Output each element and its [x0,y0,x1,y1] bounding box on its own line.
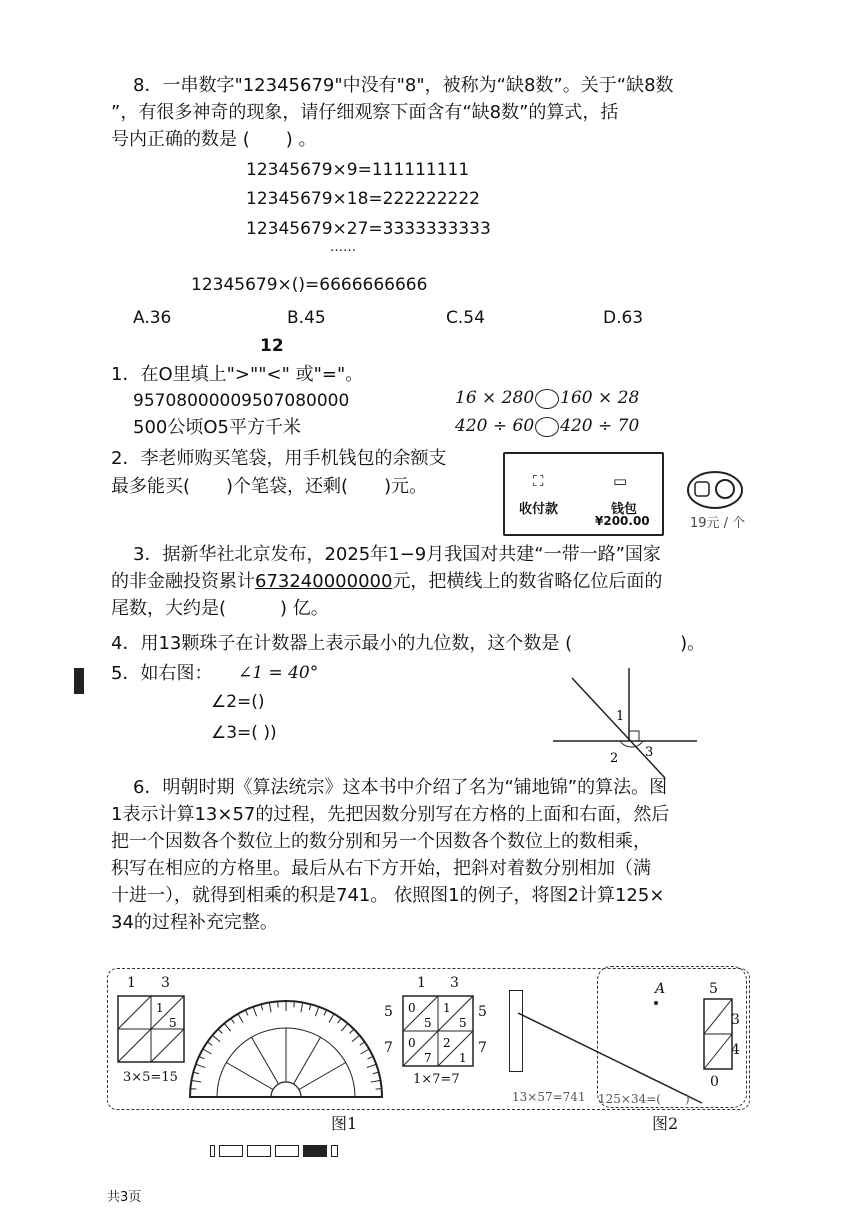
q8-option-d[interactable]: D.63 [603,308,644,328]
pay-label: 收付款 [519,502,559,517]
q6-line4: 积写在相应的方格里。最后从右下方开始，把斜对着数分别相加（满 [111,858,651,879]
q6-line1: 6．明朝时期《算法统宗》这本书中介绍了名为“铺地锦”的算法。图 [133,777,668,798]
phone-wallet-screen [503,452,664,536]
page-indicator[interactable] [210,1142,342,1161]
q3-line2-a: 的非金融投资累计 [111,571,255,592]
fig2-caption-right: 125×34=( ) [598,1092,690,1106]
q3-line1: 3．据新华社北京发布，2025年1−9月我国对共建“一带一路”国家 [133,544,661,565]
pager-square-active[interactable] [303,1145,327,1157]
q2-line2: 最多能买( )个笔袋，还剩( )元。 [111,476,428,497]
fig2-bottom-0: 0 [710,1074,719,1090]
fig1-g-cell: 0 [408,1001,416,1015]
wallet-balance: ¥200.00 [595,514,650,528]
q3-line2-c: 元，把横线上的数省略亿位后面的 [392,571,663,592]
fig1-grid-top-1: 1 [417,975,426,991]
q1-a-right-left: 16 × 280 [455,388,535,408]
q8-line3: 号内正确的数是 ( ) 。 [111,129,317,150]
q5-angle3: ∠3=( )) [211,723,277,743]
q8-eq4: 12345679×()=6666666666 [191,275,428,295]
q3-line2 [111,569,662,595]
q5-angle2: ∠2=() [211,692,265,712]
q1-a-right-right: 160 × 28 [560,388,640,408]
fig1-g-cell: 5 [459,1016,467,1030]
fig1-top-digit-1: 1 [127,975,136,991]
q8-line1: 8．一串数字"12345679"中没有"8"，被称为“缺8数”。关于“缺8数 [133,75,674,96]
q1-a-right [455,388,639,409]
q1-b-right [455,416,639,437]
fig2-caption-left: 13×57=741 [512,1090,586,1104]
pager-square[interactable] [247,1145,271,1157]
q1-stem: 1．在O里填上">""<" 或"="。 [111,364,364,385]
fig1-left-5: 5 [384,1004,393,1020]
scan-icon: ⛶ [533,472,544,490]
label-1: 1 [616,709,625,724]
q6-line5: 十进一），就得到相乘的积是741。 依照图1的例子，将图2计算125× [111,885,665,906]
fig1-cell-1: 1 [156,1001,164,1015]
q3-underlined-number: 673240000000 [255,571,393,592]
q8-eq3: 12345679×27=3333333333 [246,219,491,239]
fig2-right-4: 4 [731,1042,740,1058]
fig1-g-cell: 5 [424,1016,432,1030]
fig1-right-7: 7 [478,1040,487,1056]
label-3: 3 [645,745,654,760]
fig2-top-5: 5 [709,981,718,997]
fig1-small-grid [117,995,185,1063]
q6-line2: 1表示计算13×57的过程，先把因数分别写在方格的上面和右面，然后 [111,804,670,825]
margin-marker [74,668,84,694]
pencil-case-icon [685,466,747,514]
fig2-right-3: 3 [731,1012,740,1028]
q6-line6: 34的过程补充完整。 [111,912,278,933]
q6-line3: 把一个因数各个数位上的数分别和另一个因数各个数位上的数相乘， [111,831,651,852]
q1-a-left: 95708000009507080000 [133,391,350,411]
q1-b-right-left: 420 ÷ 60 [455,416,535,436]
q8-option-a[interactable]: A.36 [133,308,172,328]
compare-circle[interactable] [535,389,559,409]
fig1-g-cell: 1 [443,1001,451,1015]
fig1-caption-1: 3×5=15 [123,1070,178,1085]
fig1-left-7: 7 [384,1040,393,1056]
pager-square[interactable] [331,1145,338,1157]
fig1-g-cell: 0 [408,1036,416,1050]
fig1-g-cell: 7 [424,1051,432,1065]
pager-mark [210,1145,215,1157]
q4-text: 4．用13颗珠子在计数器上表示最小的九位数，这个数是 ( )。 [111,633,706,654]
fig1-g-cell: 1 [459,1051,467,1065]
page-footer: 共3页 [107,1190,142,1205]
q1-b-right-right: 420 ÷ 70 [560,416,640,436]
fig1-g-cell: 2 [443,1036,451,1050]
q1-b-left: 500公顷O5平方千米 [133,417,301,438]
q3-line3: 尾数，大约是( ) 亿。 [111,598,329,619]
fig2-point-a: A [655,981,666,997]
q8-eq1: 12345679×9=111111111 [246,160,470,180]
pager-square[interactable] [219,1145,243,1157]
q8-eq2: 12345679×18=222222222 [246,189,480,209]
label-2: 2 [610,751,619,766]
pager-square[interactable] [275,1145,299,1157]
q5-stem: 5．如右图： [111,663,213,684]
q8-option-c[interactable]: C.54 [446,308,485,328]
q5-given: ∠1 = 40° [238,663,319,683]
protractor-icon [187,1000,385,1100]
q8-option-b[interactable]: B.45 [287,308,326,328]
fig1-label: 图1 [331,1114,358,1133]
fig1-cell-5: 5 [169,1016,177,1030]
fig1-lattice-grid [402,995,474,1067]
fig1-grid-top-3: 3 [450,975,459,991]
fig1-caption-2: 1×7=7 [413,1072,460,1087]
compare-circle[interactable] [535,417,559,437]
fig1-right-5: 5 [478,1004,487,1020]
fig1-top-digit-3: 3 [161,975,170,991]
wallet-icon: ▭ [613,472,628,490]
q2-line1: 2．李老师购买笔袋，用手机钱包的余额支 [111,448,447,469]
price-label: 19元 / 个 [690,516,746,531]
q8-line2: ”，有很多神奇的现象，请仔细观察下面含有“缺8数”的算式，括 [111,102,619,123]
fig2-grid [703,998,733,1070]
wallet-label: 钱包 [611,502,638,517]
section-number: 12 [260,336,284,356]
q8-dots: …… [330,240,356,255]
angle-diagram [550,668,700,778]
fig2-label: 图2 [652,1114,679,1133]
